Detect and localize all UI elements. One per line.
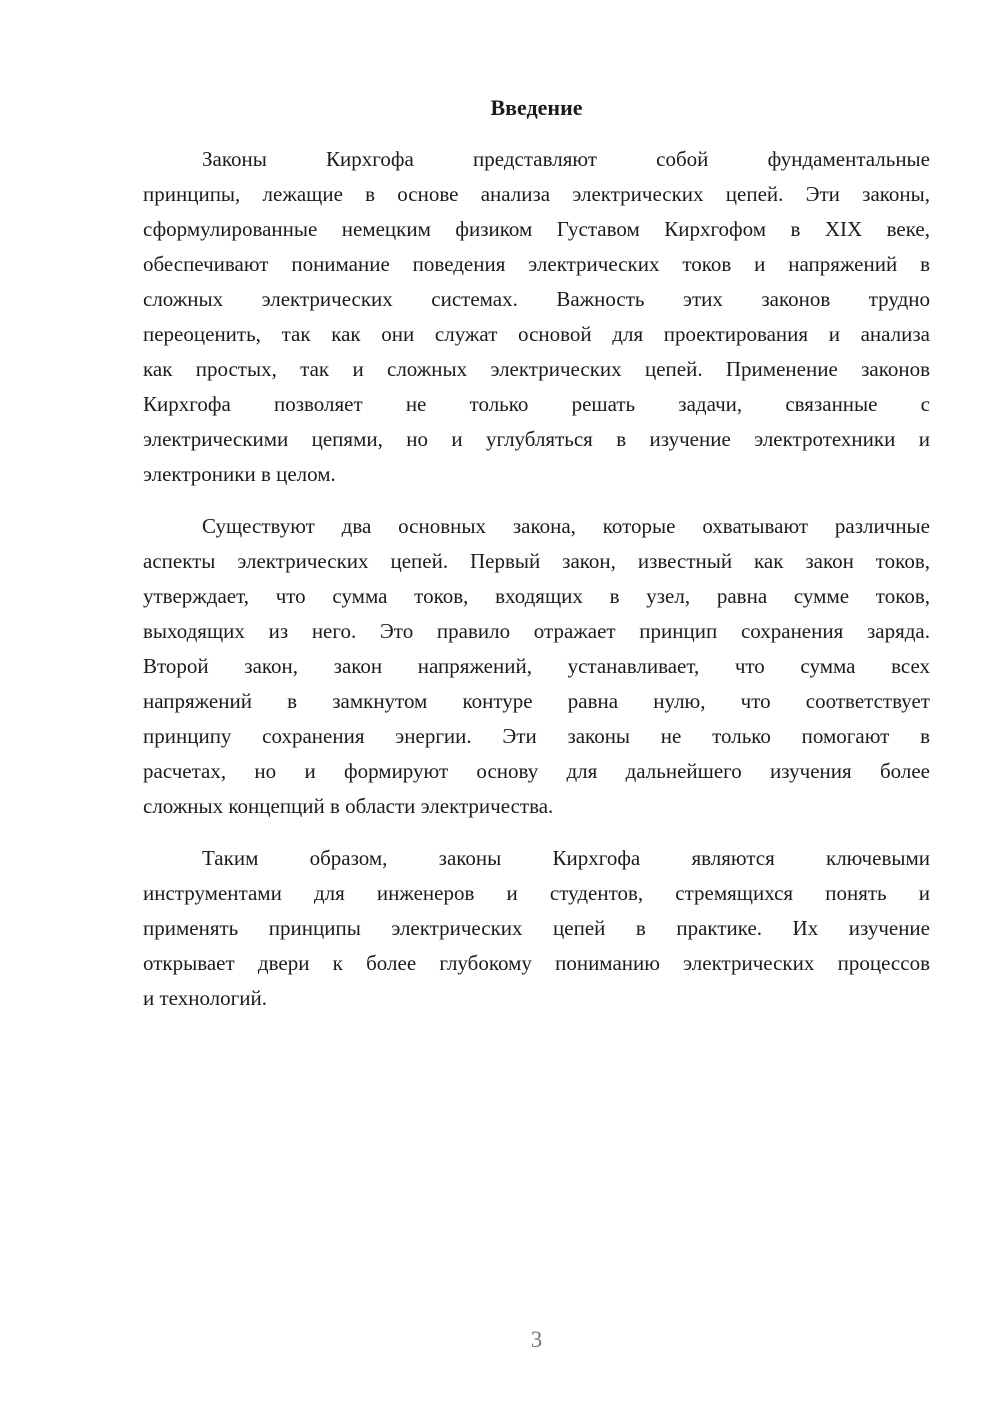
text-line: Законы Кирхгофа представляют собой фундаментальные <box>202 147 930 171</box>
text-line: расчетах, но и формируют основу для дальнейшего изучения более <box>143 759 930 783</box>
text-line: электроники в целом. <box>143 462 336 486</box>
text-line: Второй закон, закон напряжений, устанавливает, что сумма всех <box>143 654 930 678</box>
text-line: принципу сохранения энергии. Эти законы не только помогают в <box>143 724 930 748</box>
text-line: обеспечивают понимание поведения электрических токов и напряжений в <box>143 252 930 276</box>
text-line: сформулированные немецким физиком Густавом Кирхгофом в XIX веке, <box>143 217 930 241</box>
body-text <box>143 142 930 1016</box>
text-line: сложных электрических системах. Важность этих законов трудно <box>143 287 930 311</box>
text-line: электрическими цепями, но и углубляться в изучение электротехники и <box>143 427 930 451</box>
page-number: 3 <box>530 1327 543 1352</box>
paragraph <box>143 142 930 492</box>
text-line: инструментами для инженеров и студентов, стремящихся понять и <box>143 881 930 905</box>
text-line: сложных концепций в области электричества. <box>143 794 554 818</box>
text-line: и технологий. <box>143 986 267 1010</box>
text-line: открывает двери к более глубокому пониманию электрических процессов <box>143 951 930 975</box>
text-line: напряжений в замкнутом контуре равна нулю, что соответствует <box>143 689 930 713</box>
text-line: Существуют два основных закона, которые охватывают различные <box>202 514 930 538</box>
paragraph <box>143 509 930 824</box>
text-line: как простых, так и сложных электрических цепей. Применение законов <box>143 357 930 381</box>
paragraph <box>143 841 930 1016</box>
page-content <box>143 90 930 1033</box>
text-line: выходящих из него. Это правило отражает принцип сохранения заряда. <box>143 619 930 643</box>
section-title: Введение <box>490 95 583 120</box>
text-line: Кирхгофа позволяет не только решать задачи, связанные с <box>143 392 930 416</box>
text-line: аспекты электрических цепей. Первый закон, известный как закон токов, <box>143 549 930 573</box>
text-line: Таким образом, законы Кирхгофа являются ключевыми <box>202 846 930 870</box>
text-line: принципы, лежащие в основе анализа электрических цепей. Эти законы, <box>143 182 930 206</box>
text-line: применять принципы электрических цепей в практике. Их изучение <box>143 916 930 940</box>
text-line: переоценить, так как они служат основой для проектирования и анализа <box>143 322 930 346</box>
text-line: утверждает, что сумма токов, входящих в узел, равна сумме токов, <box>143 584 930 608</box>
